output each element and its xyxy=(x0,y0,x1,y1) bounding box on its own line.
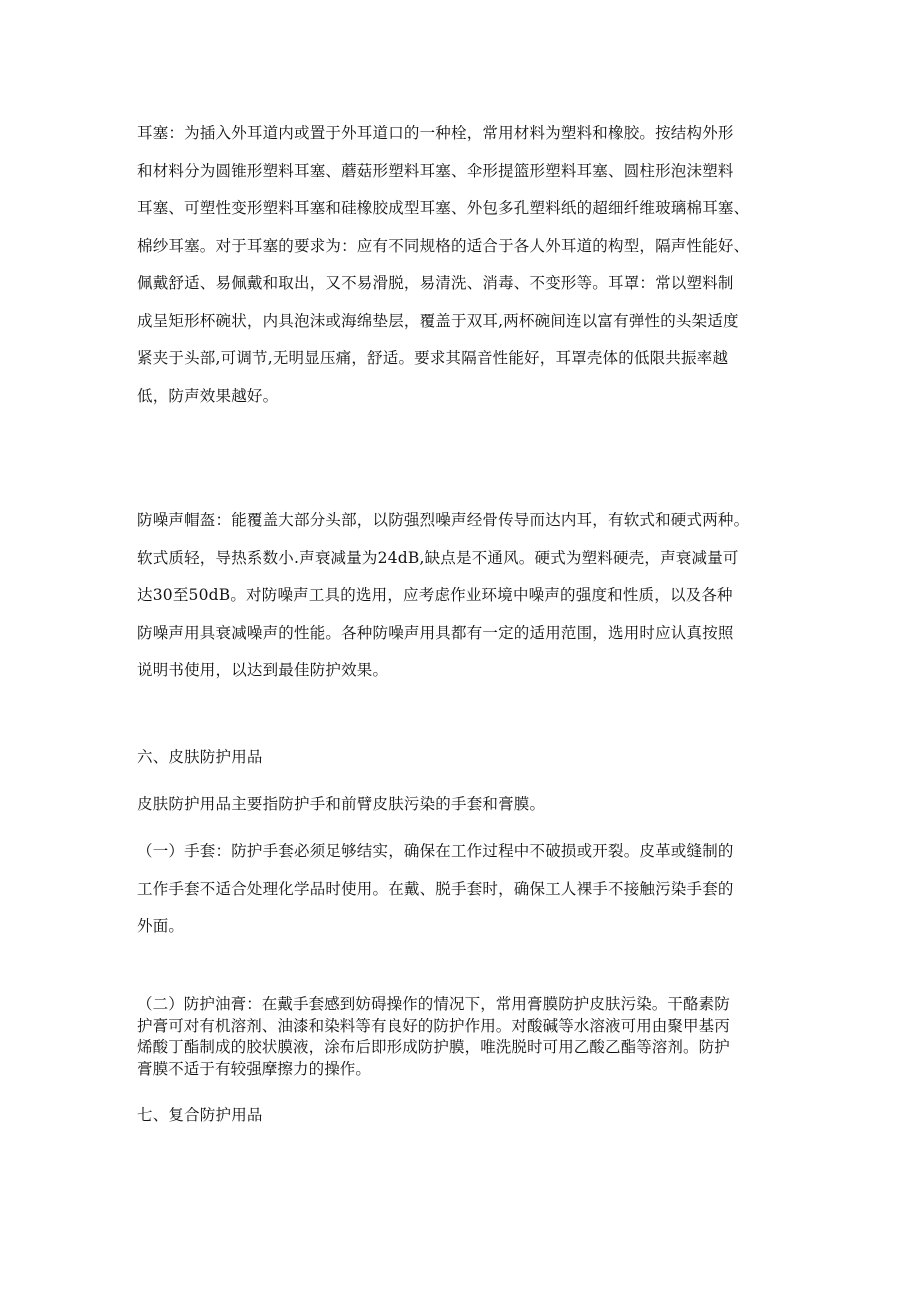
paragraph-protective-cream: （二）防护油膏：在戴手套感到妨碍操作的情况下，常用膏膜防护皮肤污染。干酪素防 护膏可对有机溶剂、油漆和染料等有良好的防护作用。对酸碱等水溶液可用由聚甲基丙 烯酸丁酯制成的胶状膜液，涂布后即形成防护膜，唯洗脱时可用乙酸乙酯等溶剂。防护 膏膜不适于有较强摩擦力的操作。 xyxy=(137,995,730,1078)
section-heading-skin-protection: 六、皮肤防护用品 xyxy=(137,748,263,766)
paragraph-noise-helmet: 防噪声帽盔：能覆盖大部分头部，以防强烈噪声经骨传导而达内耳，有软式和硬式两种。 软式质轻，导热系数小.声衰减量为24dB,缺点是不通风。硬式为塑料硬壳，声衰减量可 达30至50dB。对防噪声工具的选用，应考虑作业环境中噪声的强度和性质，以及各种 防噪声用具衰减噪声的性能。各种防噪声用具都有一定的适用范围，选用时应认真按照 说明书使用，以达到最佳防护效果。 xyxy=(137,511,750,679)
section-heading-compound-protection: 七、复合防护用品 xyxy=(137,1106,263,1124)
paragraph-earplugs-earmuffs: 耳塞：为插入外耳道内或置于外耳道口的一种栓，常用材料为塑料和橡胶。按结构外形 和材料分为圆锥形塑料耳塞、蘑菇形塑料耳塞、伞形提篮形塑料耳塞、圆柱形泡沫塑料 耳塞、可塑性变形塑料耳塞和硅橡胶成型耳塞、外包多孔塑料纸的超细纤维玻璃棉耳塞、 棉纱耳塞。对于耳塞的要求为：应有不同规格的适合于各人外耳道的构型，隔声性能好、 佩戴舒适、易佩戴和取出，又不易滑脱，易清洗、消毒、不变形等。耳罩：常以塑料制 成呈矩形杯碗状，内具泡沫或海绵垫层，覆盖于双耳,两杯碗间连以富有弹性的头架适度 紧夹于头部,可调节,无明显压痛，舒适。要求其隔音性能好，耳罩壳体的低限共振率越 低，防声效果越好。 xyxy=(137,124,750,405)
paragraph-skin-protection-intro: 皮肤防护用品主要指防护手和前臂皮肤污染的手套和膏膜。 xyxy=(137,795,546,813)
paragraph-gloves: （一）手套：防护手套必须足够结实，确保在工作过程中不破损或开裂。皮革或缝制的 工作手套不适合处理化学品时使用。在戴、脱手套时，确保工人裸手不接触污染手套的 外面。 xyxy=(137,842,734,935)
